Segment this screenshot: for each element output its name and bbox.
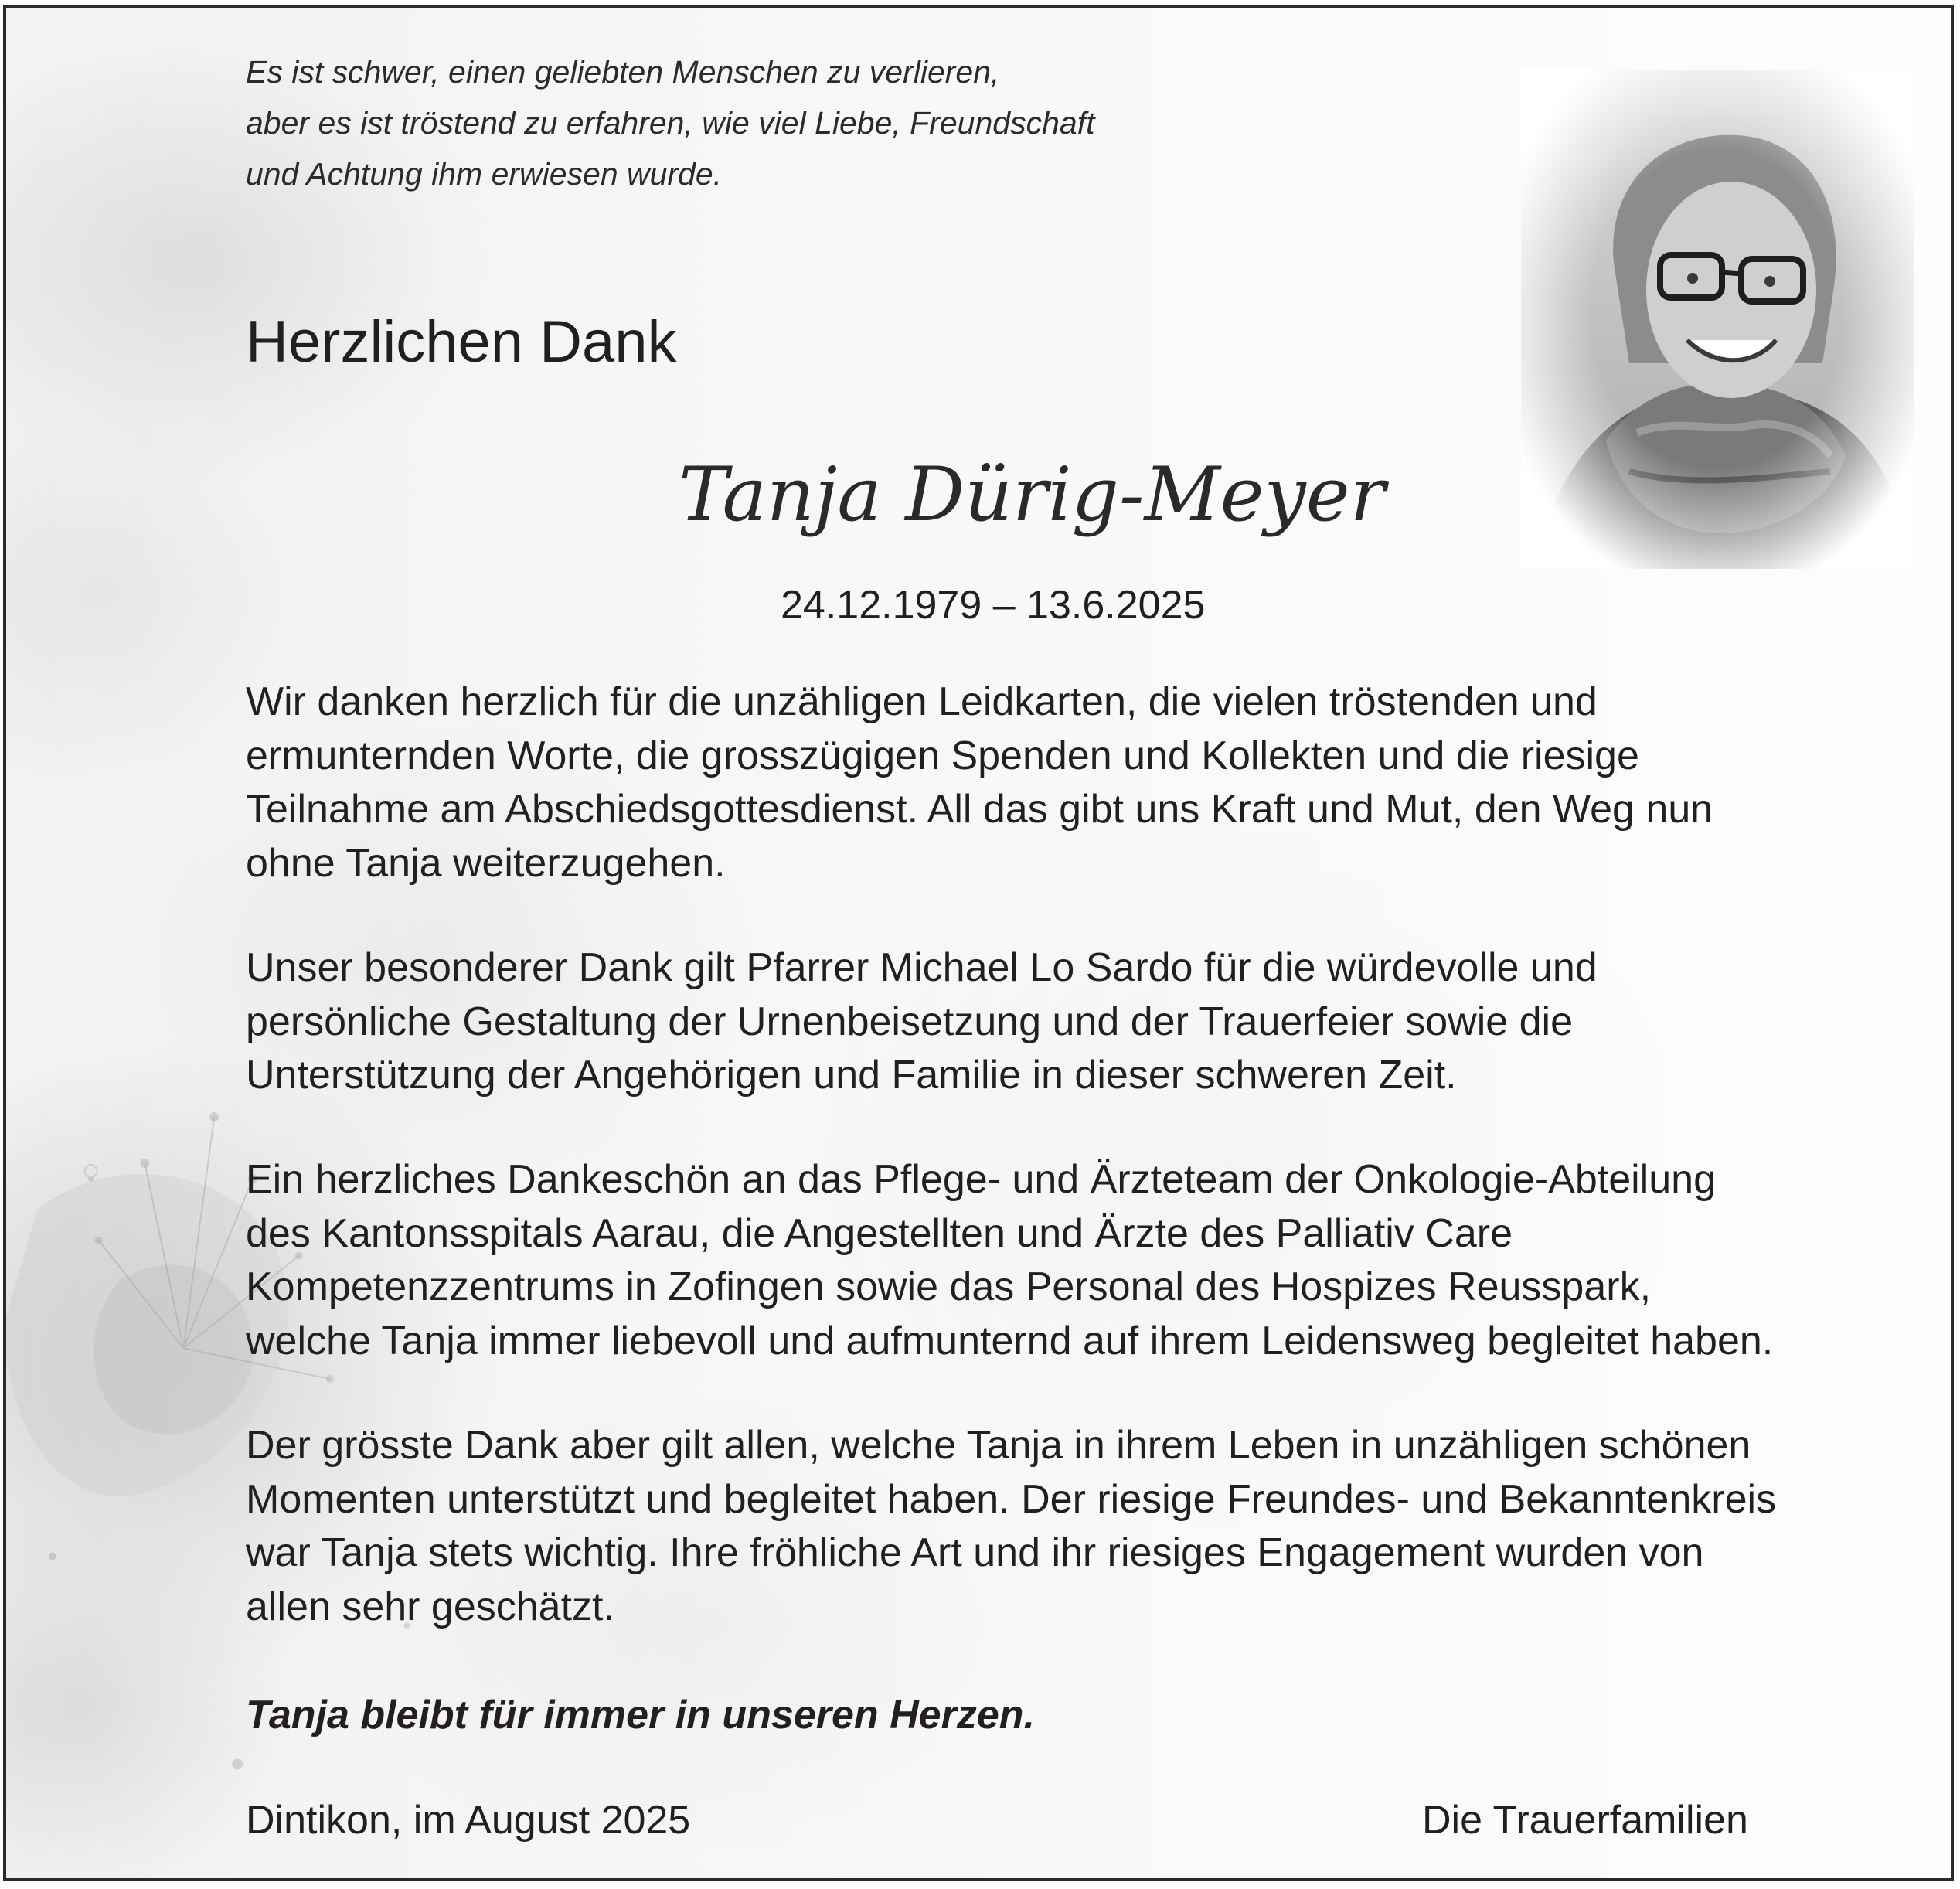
paragraph-line: Wir danken herzlich für die unzähligen Leidkarten, die vielen tröstenden und: [246, 679, 1598, 724]
paragraph-line: des Kantonsspitals Aarau, die Angestellten und Ärzte des Palliativ Care: [246, 1210, 1513, 1256]
paragraph-line: persönliche Gestaltung der Urnenbeisetzung und der Trauerfeier sowie die: [246, 999, 1574, 1044]
thanks-paragraph-1: [246, 676, 1713, 890]
portrait-photo: [1521, 70, 1914, 569]
paragraph-line: Teilnahme am Abschiedsgottesdienst. All das gibt uns Kraft und Mut, den Weg nun: [246, 787, 1713, 832]
page-title: Herzlichen Dank: [246, 309, 677, 375]
paragraph-line: allen sehr geschätzt.: [246, 1584, 614, 1629]
paragraph-line: Kompetenzzentrums in Zofingen sowie das Personal des Hospizes Reusspark,: [246, 1264, 1652, 1309]
paragraph-line: Ein herzliches Dankeschön an das Pflege- und Ärzteteam der Onkologie-Abteilung: [246, 1157, 1716, 1202]
deceased-name: Tanja Dürig-Meyer: [679, 451, 1386, 538]
paragraph-line: ohne Tanja weiterzugehen.: [246, 840, 726, 886]
paragraph-line: ermunternden Worte, die grosszügigen Spenden und Kollekten und die riesige: [246, 733, 1639, 778]
deceased-name-block: [679, 441, 1386, 572]
thanks-paragraph-4: [246, 1419, 1776, 1634]
paragraph-line: Unser besonderer Dank gilt Pfarrer Michael Lo Sardo für die würdevolle und: [246, 945, 1598, 990]
place-date: Dintikon, im August 2025: [246, 1798, 691, 1843]
quote-line: aber es ist tröstend zu erfahren, wie viel Liebe, Freundschaft: [246, 105, 1095, 141]
signature: Die Trauerfamilien: [1422, 1798, 1748, 1843]
life-dates: 24.12.1979 – 13.6.2025: [781, 583, 1206, 628]
thanks-paragraph-3: [246, 1153, 1773, 1368]
obituary-card: [3, 5, 1954, 1881]
paragraph-line: welche Tanja immer liebevoll und aufmunternd auf ihrem Leidensweg begleitet haben.: [246, 1318, 1774, 1363]
quote-line: Es ist schwer, einen geliebten Menschen zu verlieren,: [246, 54, 1000, 90]
paragraph-line: war Tanja stets wichtig. Ihre fröhliche Art und ihr riesiges Engagement wurden von: [246, 1530, 1704, 1575]
quote-line: und Achtung ihm erwiesen wurde.: [246, 156, 723, 192]
paragraph-line: Momenten unterstützt und begleitet haben. Der riesige Freundes- und Bekanntenkreis: [246, 1476, 1777, 1522]
paragraph-line: Der grösste Dank aber gilt allen, welche Tanja in ihrem Leben in unzähligen schönen: [246, 1423, 1751, 1468]
opening-quote: [246, 46, 1094, 199]
thanks-paragraph-2: [246, 941, 1598, 1103]
closing-line: Tanja bleibt für immer in unseren Herzen.: [246, 1693, 1035, 1738]
paragraph-line: Unterstützung der Angehörigen und Familie in dieser schweren Zeit.: [246, 1053, 1457, 1098]
